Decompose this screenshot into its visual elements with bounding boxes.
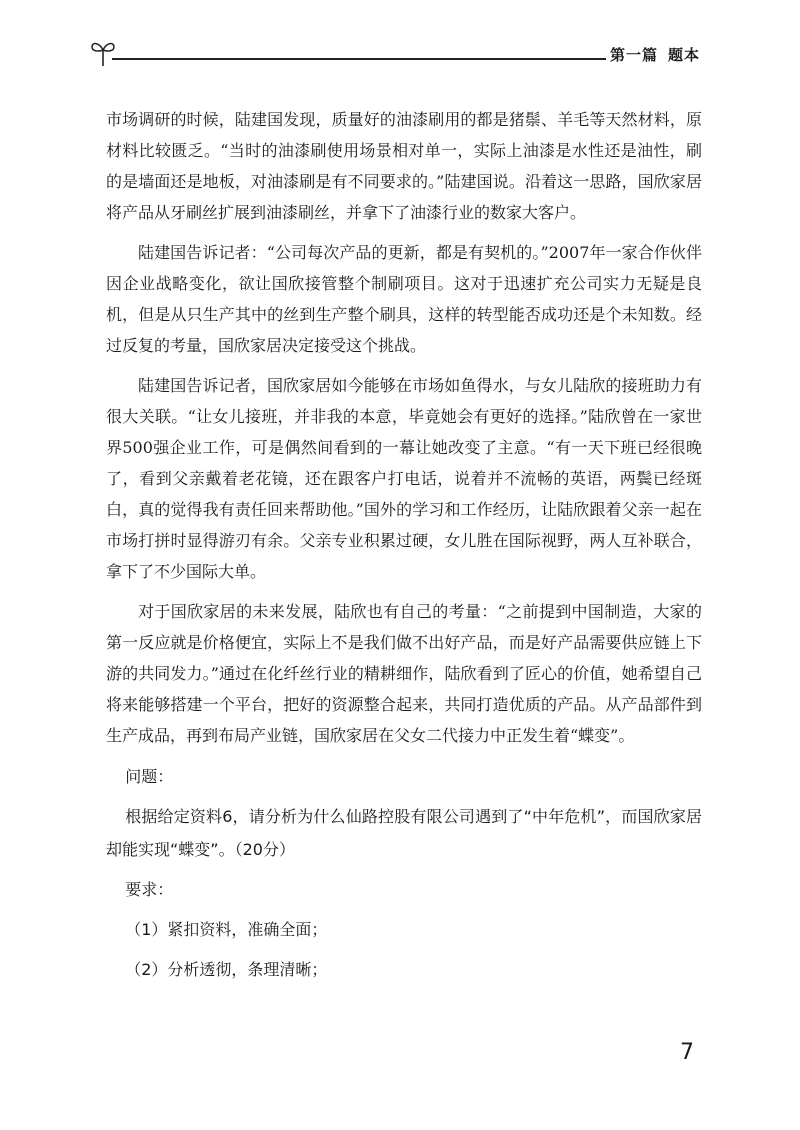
header-section: 题本 [667, 46, 700, 64]
requirement-1: （1）紧扣资料，准确全面； [125, 920, 328, 939]
paragraph-3: 陆建国告诉记者，国欣家居如今能够在市场如鱼得水，与女儿陆欣的接班助力有很大关联。“让女儿接班，并非我的本意，毕竟她会有更好的选择。”陆欣曾在一家世界500强企业工作，可是偶然间看到的一幕让她改变了主意。“有一天下班已经很晚了，看到父亲戴着老花镜，还在跟客户打电话，说着并不流畅的英语，两鬓已经斑白，真的觉得我有责任回来帮助他。”国外的学习和工作经历，让陆欣跟着父亲一起在市场打拼时显得游刃有余。父亲专业积累过硬，女儿胜在国际视野，两人互补联合，拿下了不少国际大单。 [106, 376, 702, 581]
requirement-2: （2）分析透彻，条理清晰； [125, 960, 328, 979]
running-header [90, 38, 700, 68]
header-title [610, 44, 700, 65]
page-number: 7 [680, 1040, 694, 1065]
sprout-icon [90, 38, 116, 68]
page-body [106, 104, 702, 993]
question-label: 问题： [125, 767, 174, 786]
header-part: 第一篇 [609, 46, 658, 64]
question-text: 根据给定资料6，请分析为什么仙路控股有限公司遇到了“中年危机”，而国欣家居却能实现“蝶变”。（20分） [106, 807, 702, 859]
paragraph-4: 对于国欣家居的未来发展，陆欣也有自己的考量：“之前提到中国制造，大家的第一反应就是价格便宜，实际上不是我们做不出好产品，而是好产品需要供应链上下游的共同发力。”通过在化纤丝行业的精耕细作，陆欣看到了匠心的价值，她希望自己将来能够搭建一个平台，把好的资源整合起来，共同打造优质的产品。从产品部件到生产成品，再到布局产业链，国欣家居在父女二代接力中正发生着“蝶变”。 [106, 602, 702, 745]
requirements-label: 要求： [125, 880, 174, 899]
paragraph-2: 陆建国告诉记者：“公司每次产品的更新，都是有契机的。”2007年一家合作伙伴因企业战略变化，欲让国欣接管整个制刷项目。这对于迅速扩充公司实力无疑是良机，但是从只生产其中的丝到生产整个刷具，这样的转型能否成功还是个未知数。经过反复的考量，国欣家居决定接受这个挑战。 [106, 243, 702, 355]
header-rule [112, 58, 606, 60]
paragraph-1: 市场调研的时候，陆建国发现，质量好的油漆刷用的都是猪鬃、羊毛等天然材料，原材料比较匮乏。“当时的油漆刷使用场景相对单一，实际上油漆是水性还是油性，刷的是墙面还是地板，对油漆刷是有不同要求的。”陆建国说。沿着这一思路，国欣家居将产品从牙刷丝扩展到油漆刷丝，并拿下了油漆行业的数家大客户。 [106, 110, 702, 222]
